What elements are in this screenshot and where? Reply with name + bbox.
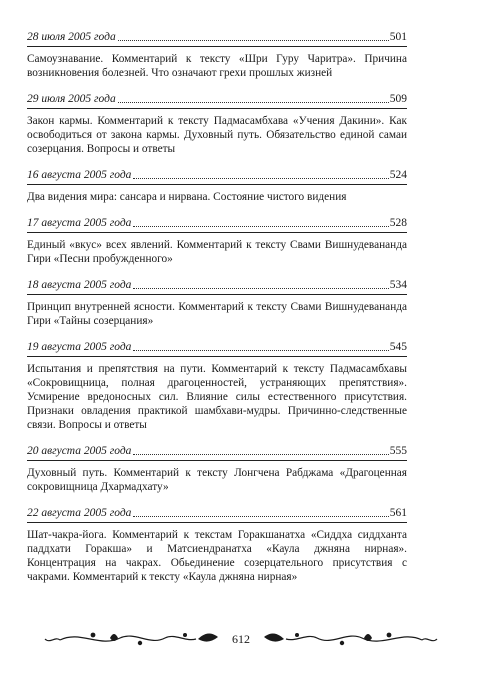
toc-entry-heading (27, 278, 407, 292)
entry-page-number: 555 (389, 445, 407, 457)
entry-date: 19 августа 2005 года (27, 341, 132, 353)
leader-dots (133, 225, 388, 227)
entry-description: Единый «вкус» всех явлений. Комментарий к тексту Свами Вишнудевананда Гири «Песни пробужденного» (27, 239, 407, 265)
entry-page-number: 501 (389, 31, 407, 43)
toc-entry-heading (27, 444, 407, 458)
entry-date: 17 августа 2005 года (27, 217, 132, 229)
entry-description: Принцип внутренней ясности. Комментарий к тексту Свами Вишнудевананда Гири «Тайны созерцания» (27, 301, 407, 327)
leader-dots (133, 177, 388, 179)
entry-page-number: 545 (389, 341, 407, 353)
entry-divider (27, 184, 407, 185)
entry-page-number: 561 (389, 507, 407, 519)
toc-entry (27, 92, 407, 156)
entry-date: 16 августа 2005 года (27, 169, 132, 181)
entry-description: Закон кармы. Комментарий к тексту Падмасамбхава «Учения Дакини». Как освободиться от закона кармы. Духовный путь. Обязательство единой самаи созерцания. Вопросы и ответы (27, 115, 407, 155)
entry-date: 18 августа 2005 года (27, 279, 132, 291)
toc-entry-heading (27, 92, 407, 106)
entry-page-number: 509 (389, 93, 407, 105)
leader-dots (133, 515, 388, 517)
entry-description: Испытания и препятствия на пути. Комментарий к тексту Падмасамбхавы «Сокровищница, полная драгоценностей, устраняющих препятствия». Усмирение вредоносных сил. Влияние силы естественного присутствия. Признаки овладения практикой шамбхави-мудры. Причинно-следственные связи. Вопросы и ответы (27, 363, 407, 431)
toc-entry (27, 278, 407, 328)
entry-date: 20 августа 2005 года (27, 445, 132, 457)
entry-page-number: 534 (389, 279, 407, 291)
entry-divider (27, 294, 407, 295)
entry-date: 28 июля 2005 года (27, 31, 116, 43)
leader-dots (133, 287, 388, 289)
leader-dots (133, 453, 388, 455)
toc-entry-heading (27, 506, 407, 520)
entry-divider (27, 460, 407, 461)
leader-dots (118, 101, 389, 103)
entry-divider (27, 108, 407, 109)
page-number: 612 (232, 632, 250, 646)
toc-entry (27, 30, 407, 80)
entries-list (27, 30, 407, 584)
entry-description: Самоузнавание. Комментарий к тексту «Шри Гуру Чаритра». Причина возникновения болезней. Что означают грехи прошлых жизней (27, 53, 407, 79)
entry-date: 22 августа 2005 года (27, 507, 132, 519)
entry-description: Духовный путь. Комментарий к тексту Лонгчена Рабджама «Драгоценная сокровищница Дхармадхату» (27, 467, 407, 493)
entry-page-number: 524 (389, 169, 407, 181)
toc-entry-heading (27, 30, 407, 44)
toc-entry-heading (27, 216, 407, 230)
leader-dots (118, 39, 389, 41)
leader-dots (133, 349, 388, 351)
toc-entry (27, 340, 407, 432)
toc-entry (27, 216, 407, 266)
entry-description: Два видения мира: сансара и нирвана. Состояние чистого видения (27, 191, 347, 203)
entry-divider (27, 232, 407, 233)
table-of-contents (27, 30, 407, 596)
toc-entry (27, 444, 407, 494)
entry-divider (27, 46, 407, 47)
entry-divider (27, 522, 407, 523)
toc-entry (27, 168, 407, 204)
toc-entry (27, 506, 407, 584)
entry-divider (27, 356, 407, 357)
entry-description: Шат-чакра-йога. Комментарий к текстам Горакшанатха «Сиддха сиддханта паддхати Горакша» и Матсиендранатха «Каула джняна нирная». Концентрация на чакрах. Обьединение созерцательного присутствия с чакрами. Комментарий к тексту «Каула джняна нирная» (27, 529, 407, 583)
entry-page-number: 528 (389, 217, 407, 229)
toc-entry-heading (27, 168, 407, 182)
entry-date: 29 июля 2005 года (27, 93, 116, 105)
toc-entry-heading (27, 340, 407, 354)
